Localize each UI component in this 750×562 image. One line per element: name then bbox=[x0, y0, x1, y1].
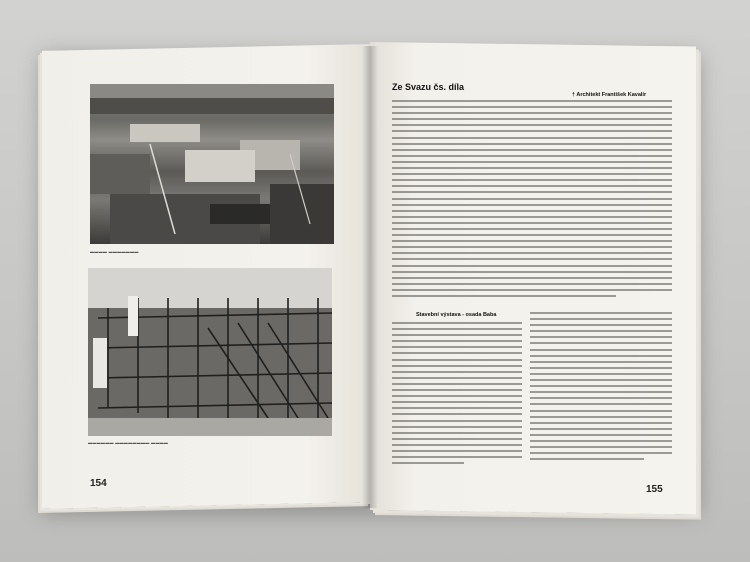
construction-site-photo bbox=[90, 84, 334, 244]
rebar-cage-illustration bbox=[88, 268, 332, 436]
left-page-number: 154 bbox=[90, 478, 107, 489]
obituary-title: † Architekt František Kavalír bbox=[572, 92, 647, 98]
book-gutter bbox=[362, 46, 378, 508]
article-column-left bbox=[392, 322, 522, 472]
reinforcement-cage-photo bbox=[88, 268, 332, 436]
section-title: Ze Svazu čs. díla bbox=[392, 82, 465, 92]
right-page-number: 155 bbox=[646, 484, 663, 495]
article-column-right bbox=[530, 312, 672, 472]
photo-caption-top: ▬▬▬▬ ▬▬▬▬▬▬▬ bbox=[90, 249, 139, 254]
photo-caption-bottom: ▬▬▬▬▬▬ ▬▬▬▬▬▬▬▬ ▬▬▬▬ bbox=[88, 440, 169, 445]
article-title: Stavební výstava - osada Baba bbox=[416, 312, 497, 318]
construction-site-illustration bbox=[90, 84, 334, 244]
obituary-body-text bbox=[392, 100, 672, 308]
